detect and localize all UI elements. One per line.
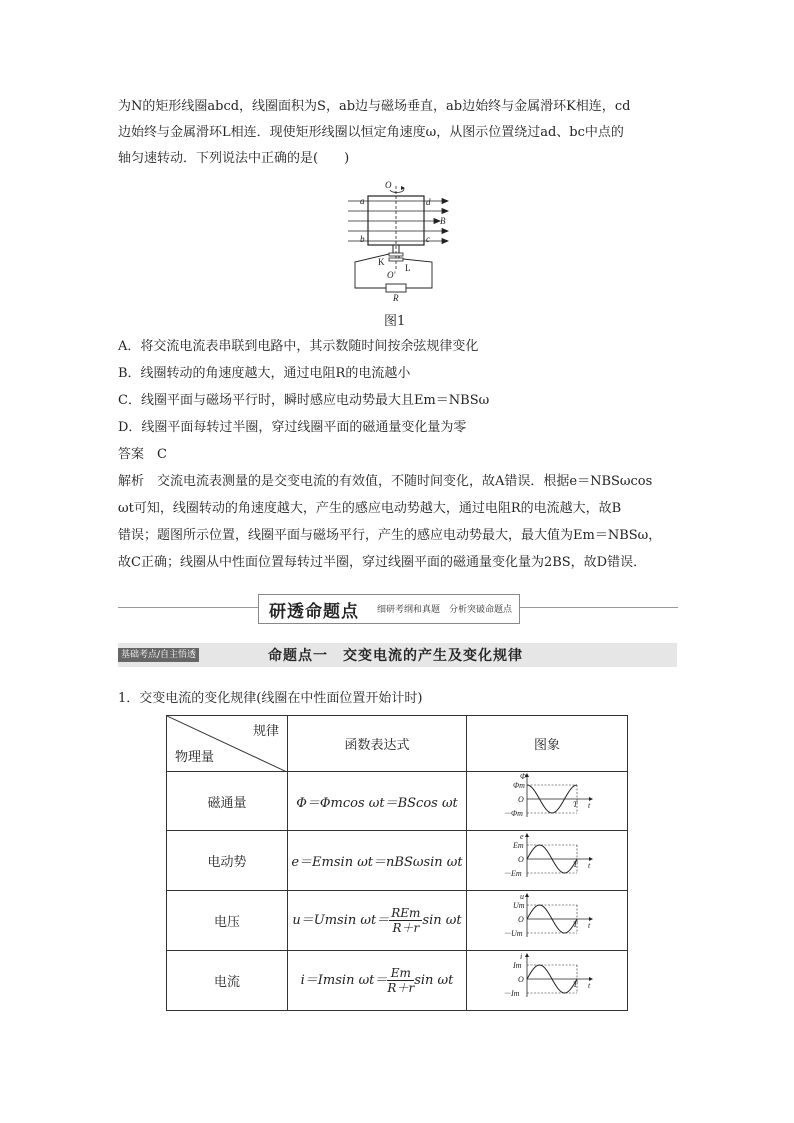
axis-label: u (520, 891, 524, 901)
topic-bar (118, 643, 677, 667)
emf-sin-graph (499, 832, 595, 886)
table-corner-cell (167, 716, 288, 772)
origin-label: O (518, 854, 524, 864)
row-graph (467, 772, 628, 831)
row-name: 电流 (167, 951, 288, 1011)
option-a: A．将交流电流表串联到电路中，其示数随时间按余弦规律变化 (118, 339, 479, 354)
row-graph (467, 831, 628, 891)
row-name: 电动势 (167, 831, 288, 891)
variation-table (166, 715, 628, 1011)
topic-title: 命题点一 交变电流的产生及变化规律 (268, 648, 523, 664)
row-expression: Φ＝Φmcos ωt＝BScos ωt (288, 772, 467, 831)
row-graph (467, 951, 628, 1011)
figure-coil-diagram (340, 178, 460, 306)
header-expression: 函数表达式 (288, 716, 467, 772)
current-sin-graph (499, 952, 595, 1006)
header-graph: 图象 (467, 716, 628, 772)
row-expression: e＝Emsin ωt＝nBSωsin ωt (288, 831, 467, 891)
label-K: K (378, 257, 385, 267)
min-label: －Im (503, 988, 520, 998)
min-label: －Em (503, 868, 522, 878)
table-row (167, 951, 628, 1011)
label-a: a (360, 196, 365, 206)
analysis-line-1: 解析 交流电流表测量的是交变电流的有效值，不随时间变化，故A错误．根据e＝NBSωcos (118, 474, 653, 489)
fraction: $\frac{\text{REm}}{R+r}$ (391, 906, 421, 935)
value-axis-arrow (525, 833, 529, 837)
question-line-2: 边始终与金属滑环L相连．现使矩形线圈以恒定角速度ω，从图示位置绕过ad、bc中点的 (118, 125, 624, 140)
table-row (167, 772, 628, 831)
section-title: 研透命题点 (269, 602, 359, 622)
voltage-sin-graph (499, 892, 595, 946)
label-R: R (393, 293, 399, 303)
label-c: c (426, 234, 430, 244)
origin-label: O (518, 974, 524, 984)
section-divider-left (118, 607, 258, 608)
value-axis-arrow (525, 953, 529, 957)
corner-bottom-label: 物理量 (175, 750, 215, 765)
analysis-line-3: 错误；题图所示位置，线圈平面与磁场平行，产生的感应电动势最大，最大值为Em＝NBSω， (118, 528, 662, 543)
origin-label: O (518, 914, 524, 924)
corner-top-label: 规律 (252, 724, 279, 739)
period-label: T (573, 859, 578, 869)
question-line-3: 轴匀速转动．下列说法中正确的是( ) (118, 151, 350, 166)
label-O-bottom: O′ (387, 270, 396, 280)
axis-label: i (520, 951, 523, 961)
label-B: B (440, 216, 446, 226)
max-label: Em (513, 840, 524, 850)
row-name: 电压 (167, 891, 288, 951)
section-header (258, 594, 520, 624)
label-O-top: O (385, 180, 392, 190)
row-graph (467, 891, 628, 951)
value-axis-arrow (525, 893, 529, 897)
t-label: t (588, 860, 591, 870)
label-L: L (405, 263, 411, 273)
period-label: T (573, 800, 578, 809)
analysis-line-4: 故C正确；线圈从中性面位置每转过半圈，穿过线圈平面的磁通量变化量为2BS，故D错误． (118, 555, 647, 570)
period-label: T (573, 919, 578, 929)
period-label: T (573, 979, 578, 989)
min-label: －Um (503, 928, 523, 938)
row-expression: u＝Umsin ωt＝ $\frac{\text{REm}}{R+r}$ sin ωt (288, 891, 467, 951)
label-d: d (426, 197, 431, 207)
option-d: D．线圈平面每转过半圈，穿过线圈平面的磁通量变化量为零 (118, 420, 467, 435)
flux-cos-graph (499, 772, 595, 826)
row-name: 磁通量 (167, 772, 288, 831)
section-divider-right (518, 607, 678, 608)
max-label: Φm (513, 781, 525, 790)
row-expression: i＝Imsin ωt＝ $\frac{Em}{R+r}$ sin ωt (288, 951, 467, 1011)
max-label: Um (513, 900, 525, 910)
figure-caption: 图1 (384, 314, 406, 329)
answer: 答案 C (118, 447, 167, 462)
max-label: Im (513, 960, 522, 970)
analysis-line-2: ωt可知，线圈转动的角速度越大，产生的感应电动势越大，通过电阻R的电流越大，故B (118, 501, 622, 516)
axis-label: e (520, 831, 524, 841)
t-label: t (588, 920, 591, 930)
table-row (167, 891, 628, 951)
option-c: C．线圈平面与磁场平行时，瞬时感应电动势最大且Em＝NBSω (118, 393, 490, 408)
fraction: $\frac{Em}{R+r}$ (387, 966, 415, 995)
t-label: t (588, 801, 591, 810)
t-label: t (588, 980, 591, 990)
label-b: b (360, 234, 365, 244)
origin-label: O (518, 795, 524, 804)
item-1-heading: 1．交变电流的变化规律(线圈在中性面位置开始计时) (118, 691, 423, 706)
axis-label: Φ (520, 772, 527, 781)
option-b: B．线圈转动的角速度越大，通过电阻R的电流越小 (118, 366, 411, 381)
table-row (167, 831, 628, 891)
min-label: －Φm (503, 809, 523, 818)
section-subtitle: 细研考纲和真题 分析突破命题点 (377, 605, 513, 615)
topic-tag: 基础考点/自主悟透 (118, 648, 199, 662)
question-line-1: 为N的矩形线圈abcd，线圈面积为S，ab边与磁场垂直，ab边始终与金属滑环K相连，cd (118, 99, 631, 114)
